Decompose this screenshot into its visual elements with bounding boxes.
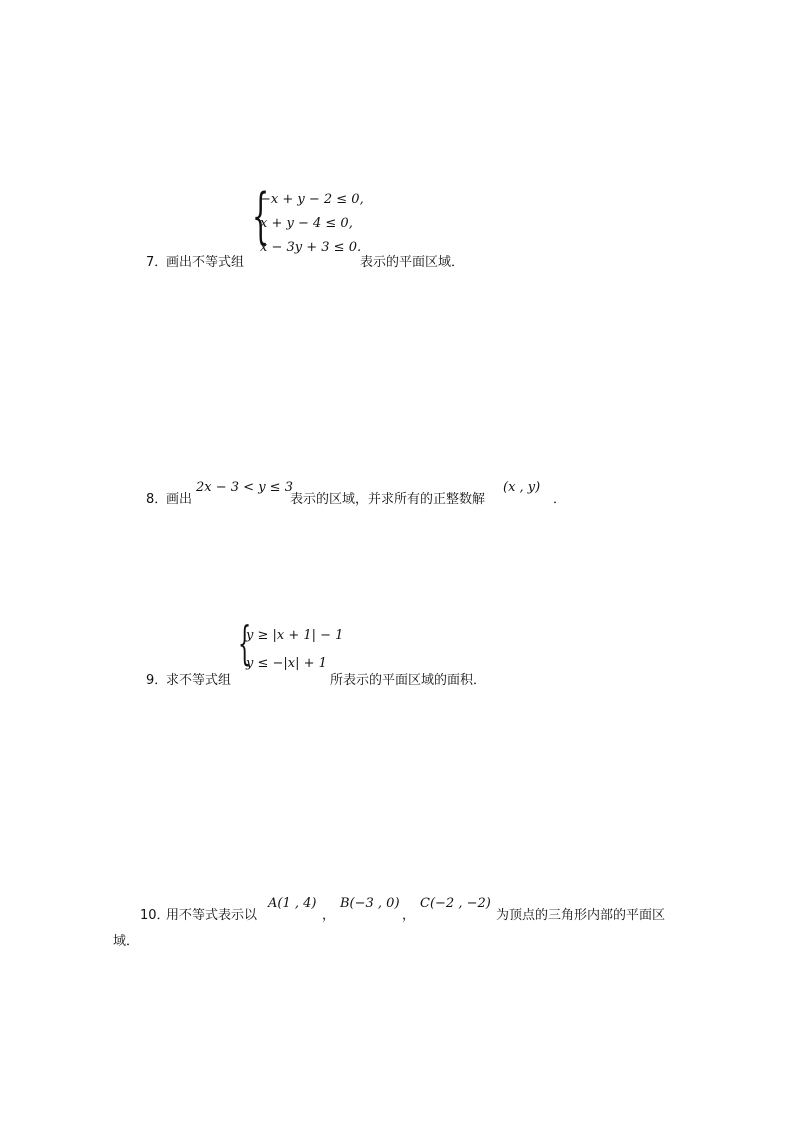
problem-7-inequality-1: −x + y − 2 ≤ 0, bbox=[260, 192, 364, 207]
problem-8-pair: (x , y) bbox=[503, 480, 541, 495]
problem-10-separator-1: ， bbox=[322, 908, 336, 923]
problem-8-suffix: ． bbox=[553, 492, 567, 507]
problem-8-prefix: 画出 bbox=[166, 492, 193, 507]
point-a: A(1 , 4) bbox=[268, 896, 317, 911]
problem-7-system bbox=[252, 181, 364, 260]
left-brace-icon: { bbox=[238, 616, 252, 670]
problem-10-prefix: 用不等式表示以 bbox=[166, 908, 258, 923]
problem-8-expression: 2x − 3 < y ≤ 3 bbox=[196, 480, 293, 495]
problem-9-system bbox=[238, 616, 344, 676]
problem-9-inequality-2: y ≤ −|x| + 1 bbox=[246, 656, 327, 671]
problem-9-number: 9． bbox=[146, 673, 168, 688]
problem-9-prefix: 求不等式组 bbox=[166, 673, 232, 688]
point-c: C(−2 , −2) bbox=[420, 896, 491, 911]
point-b: B(−3 , 0) bbox=[340, 896, 400, 911]
problem-7-prefix: 画出不等式组 bbox=[166, 255, 245, 270]
problem-10-separator-2: ， bbox=[402, 908, 416, 923]
problem-10-suffix: 为顶点的三角形内部的平面区 bbox=[496, 908, 666, 923]
problem-7-inequality-3: x − 3y + 3 ≤ 0. bbox=[260, 240, 362, 255]
problem-8-number: 8． bbox=[146, 492, 168, 507]
problem-9-suffix: 所表示的平面区域的面积． bbox=[330, 673, 487, 688]
left-brace-icon: { bbox=[252, 181, 270, 251]
problem-7-inequality-2: x + y − 4 ≤ 0, bbox=[260, 216, 353, 231]
problem-10-continuation: 域． bbox=[113, 934, 140, 949]
problem-9-inequality-1: y ≥ |x + 1| − 1 bbox=[246, 628, 344, 643]
problem-10-number: 10． bbox=[140, 908, 170, 923]
problem-7-suffix: 表示的平面区域． bbox=[360, 255, 465, 270]
problem-8-middle: 表示的区域，并求所有的正整数解 bbox=[290, 492, 486, 507]
problem-7-number: 7． bbox=[146, 255, 168, 270]
